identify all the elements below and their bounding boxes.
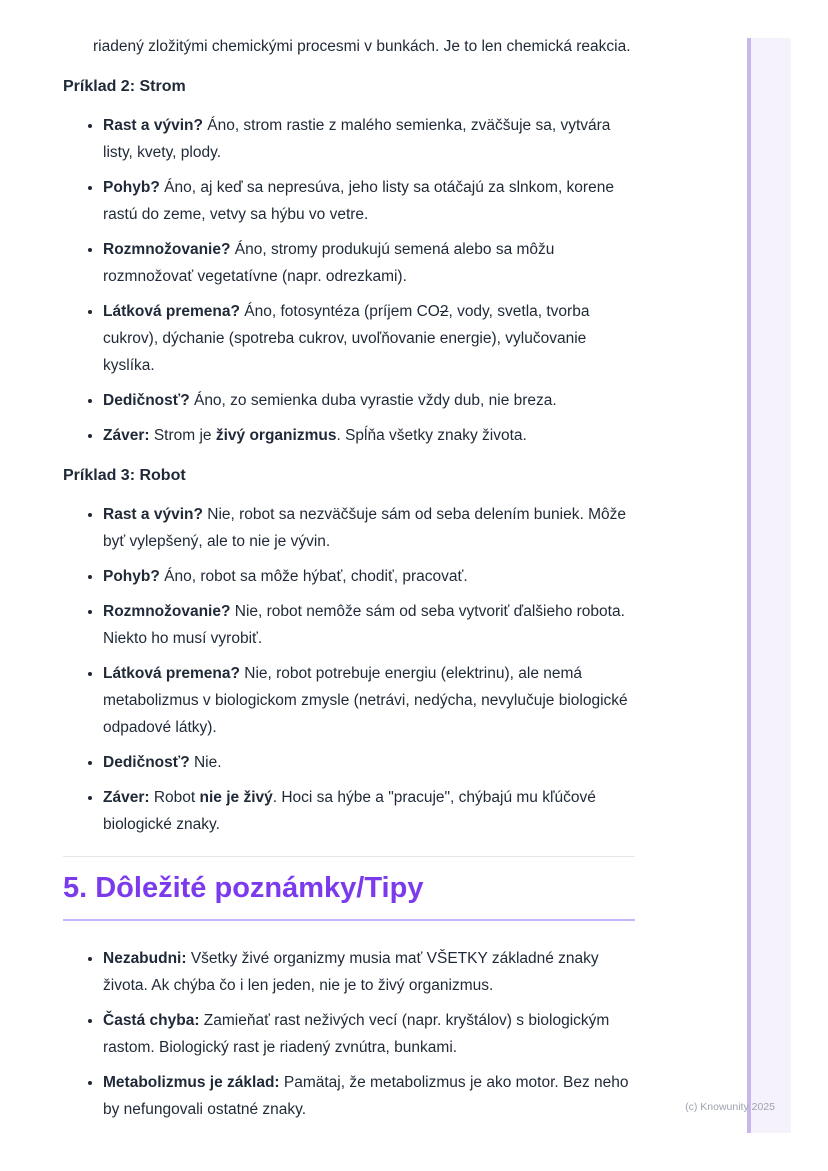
bullet-text: Áno, strom rastie z malého semienka, zväčšuje sa, vytvára listy, kvety, plody. — [103, 117, 611, 161]
side-strip — [747, 38, 791, 1133]
bullet-item — [103, 501, 635, 555]
bullet-term: živý organizmus — [215, 427, 337, 444]
section-divider — [63, 856, 635, 857]
bullet-text: . Spĺňa všetky znaky života. — [336, 427, 527, 444]
bullet-term: Rozmnožovanie? — [103, 603, 231, 620]
bullet-term: Častá chyba: — [103, 1012, 200, 1029]
bullet-text: Áno, robot sa môže hýbať, chodiť, pracovať. — [159, 568, 468, 585]
bullet-text: Nie, robot sa nezväčšuje sám od seba delením buniek. Môže byť vylepšený, ale to nie je vývin. — [103, 506, 626, 550]
bullet-item — [103, 660, 635, 741]
bullet-item — [103, 1069, 635, 1123]
bullet-term: Pohyb? — [103, 179, 160, 196]
bullet-text: 2 — [439, 303, 449, 320]
bullet-term: nie je živý — [199, 789, 273, 806]
section-heading-priklad-2-strom: Príklad 2: Strom — [63, 78, 186, 95]
bullet-text: Robot — [149, 789, 200, 806]
bullet-item — [103, 945, 635, 999]
bullet-item — [103, 422, 635, 449]
bullet-item — [103, 784, 635, 838]
bullet-text: Áno, fotosyntéza (príjem CO — [239, 303, 440, 320]
bullet-term: Dedičnosť? — [103, 392, 190, 409]
bullet-item — [103, 749, 635, 776]
section-heading-dolezite-poznamky-tipy: 5. Dôležité poznámky/Tipy — [63, 871, 635, 921]
bullet-text: Áno, zo semienka duba vyrastie vždy dub, nie breza. — [189, 392, 557, 409]
bullet-text: , vody, svetla, tvorba cukrov), dýchanie (spotreba cukrov, uvoľňovanie energie), vylučovanie kyslíka. — [103, 303, 590, 374]
bullet-term: Záver: — [103, 789, 150, 806]
bullet-text: Zamieňať rast neživých vecí (napr. kryštálov) s biologickým rastom. Biologický rast je riadený zvnútra, bunkami. — [103, 1012, 610, 1056]
side-strip-panel — [751, 38, 791, 1133]
bullet-list-tipy — [63, 945, 635, 1123]
bullet-text: Áno, aj keď sa nepresúva, jeho listy sa otáčajú za slnkom, korene rastú do zeme, vetvy sa hýbu vo vetre. — [103, 179, 614, 223]
bullet-text: Pamätaj, že metabolizmus je ako motor. Bez neho by nefungovali ostatné znaky. — [103, 1074, 629, 1118]
bullet-item — [103, 563, 635, 590]
bullet-text: Všetky živé organizmy musia mať VŠETKY základné znaky života. Ak chýba čo i len jeden, nie je to živý organizmus. — [103, 950, 599, 994]
bullet-item — [103, 1007, 635, 1061]
bullet-text: Nie, robot nemôže sám od seba vytvoriť ďalšieho robota. Niekto ho musí vyrobiť. — [103, 603, 625, 647]
bullet-term: Látková premena? — [103, 303, 240, 320]
bullet-term: Látková premena? — [103, 665, 240, 682]
bullet-text: Nie, robot potrebuje energiu (elektrinu), ale nemá metabolizmus v biologickom zmysle (netrávi, nedýcha, nevylučuje biologické odpadové látky). — [103, 665, 628, 736]
bullet-term: Rast a vývin? — [103, 117, 203, 134]
bullet-text: Strom je — [149, 427, 216, 444]
bullet-item — [103, 112, 635, 166]
bullet-item — [103, 298, 635, 379]
bullet-text: Nie. — [189, 754, 222, 771]
bullet-term: Rast a vývin? — [103, 506, 203, 523]
bullet-text: Áno, stromy produkujú semená alebo sa môžu rozmnožovať vegetatívne (napr. odrezkami). — [103, 241, 555, 285]
bullet-list-priklad-3 — [63, 501, 635, 838]
bullet-term: Záver: — [103, 427, 150, 444]
document-content — [63, 33, 635, 1131]
copyright-text: (c) Knowunity 2025 — [685, 1101, 775, 1113]
bullet-list-priklad-2 — [63, 112, 635, 449]
section-heading-priklad-3-robot: Príklad 3: Robot — [63, 467, 186, 484]
continuation-paragraph: riadený zložitými chemickými procesmi v bunkách. Je to len chemická reakcia. — [93, 38, 631, 55]
bullet-item — [103, 236, 635, 290]
bullet-term: Rozmnožovanie? — [103, 241, 231, 258]
bullet-item — [103, 387, 635, 414]
bullet-text: . Hoci sa hýbe a "pracuje", chýbajú mu kľúčové biologické znaky. — [103, 789, 596, 833]
bullet-term: Nezabudni: — [103, 950, 187, 967]
bullet-term: Pohyb? — [103, 568, 160, 585]
bullet-item — [103, 174, 635, 228]
bullet-term: Dedičnosť? — [103, 754, 190, 771]
bullet-item — [103, 598, 635, 652]
bullet-term: Metabolizmus je základ: — [103, 1074, 280, 1091]
